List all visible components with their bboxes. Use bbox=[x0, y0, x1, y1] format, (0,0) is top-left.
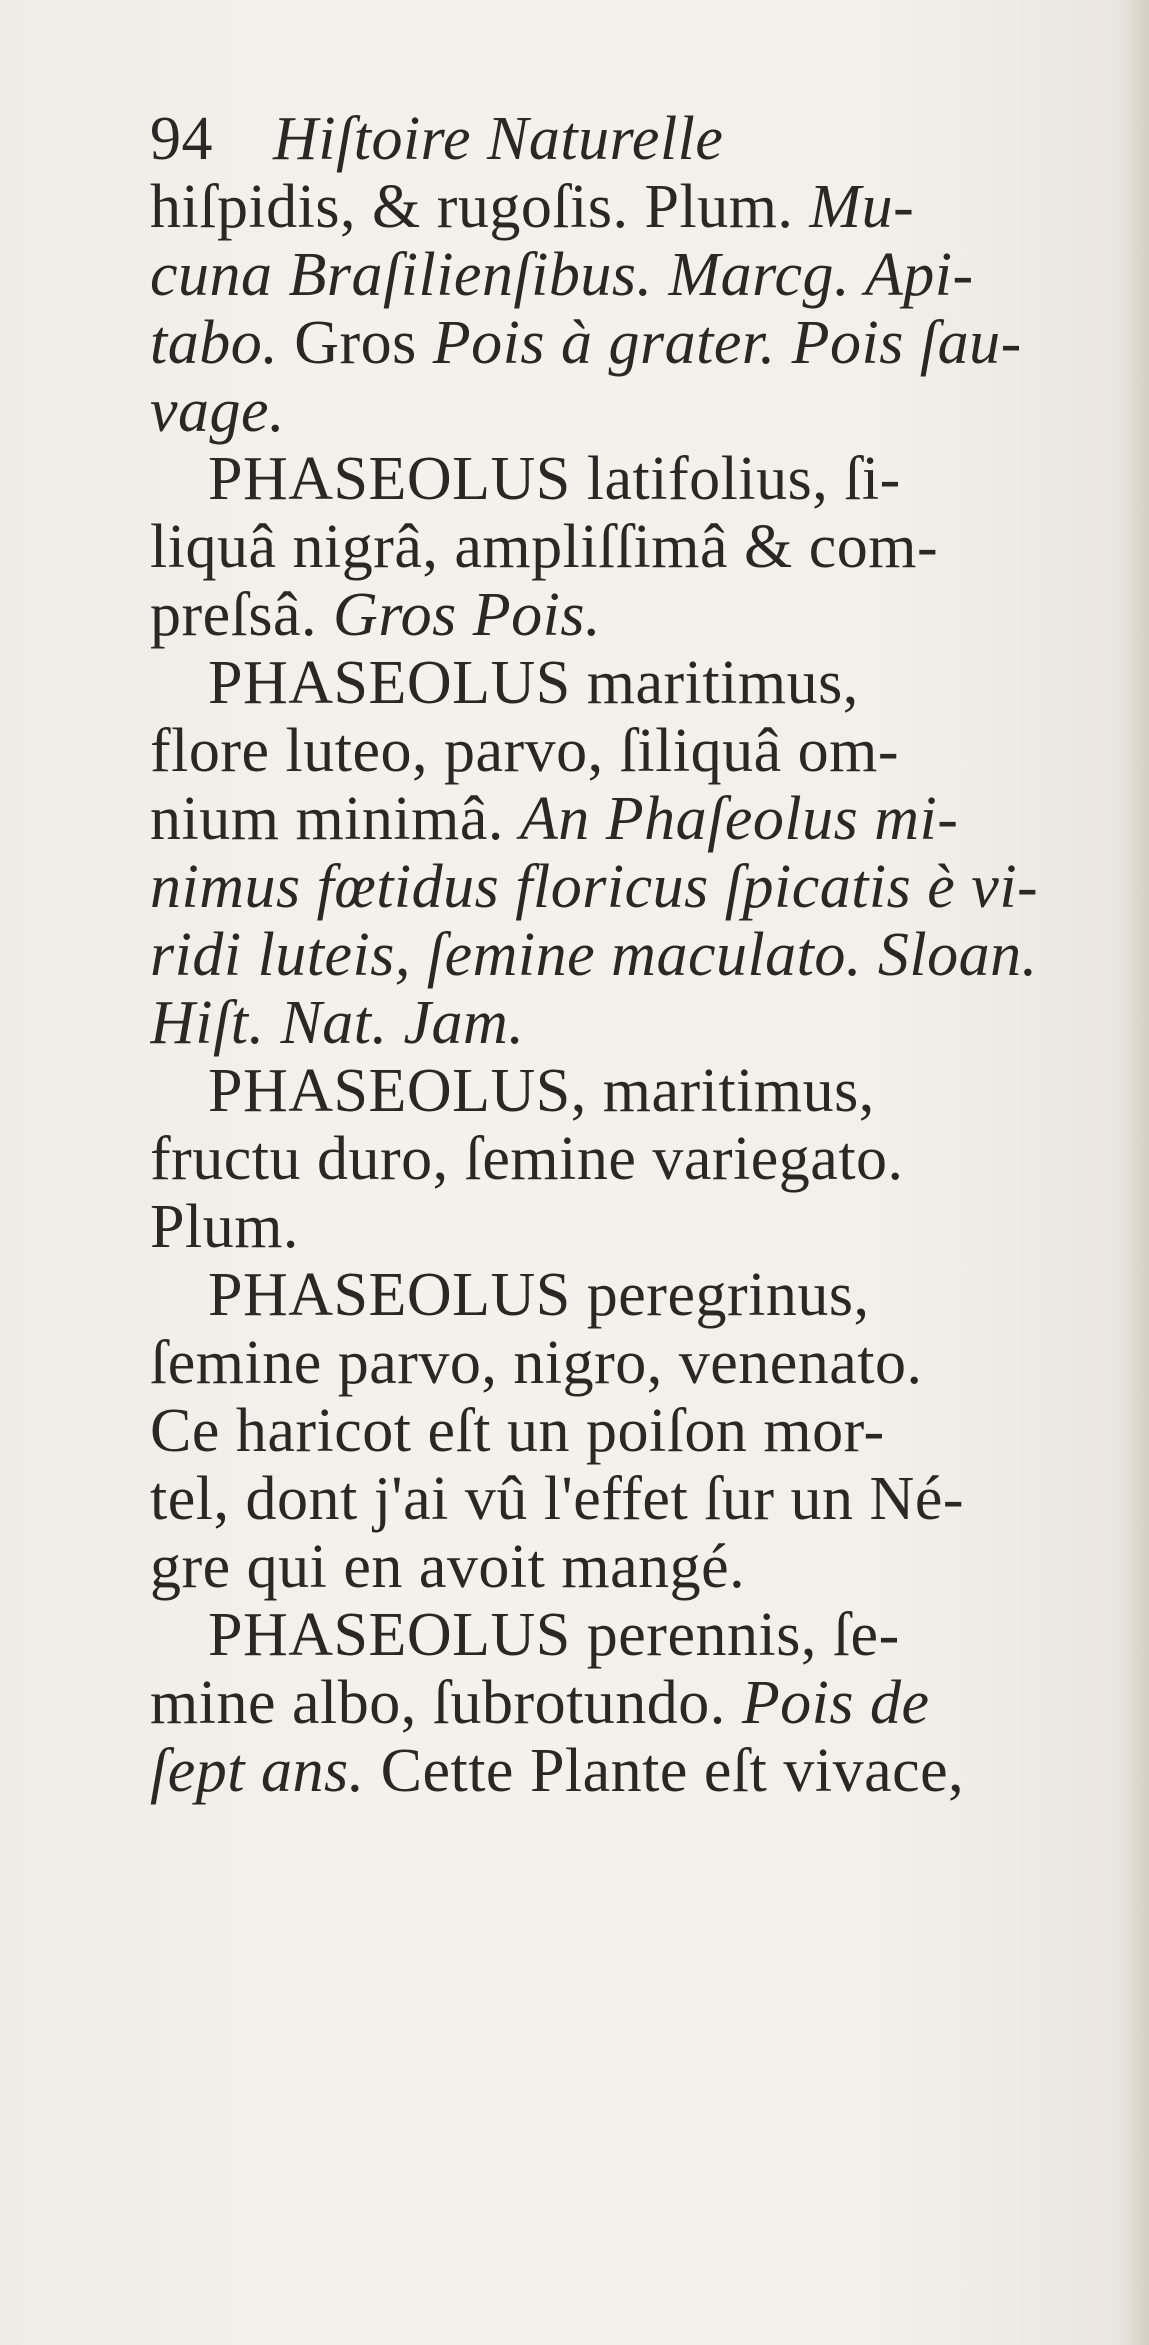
text-segment: hiſpidis, & rugoſis. Plum. bbox=[150, 173, 810, 241]
text-line bbox=[150, 173, 1090, 241]
text-line bbox=[150, 1601, 1090, 1669]
text-line bbox=[150, 1465, 1090, 1533]
italic-segment: cuna Braſilienſibus. Marcg. Api- bbox=[150, 241, 974, 309]
text-segment: PHASEOLUS perennis, ſe- bbox=[208, 1601, 900, 1669]
text-line bbox=[150, 649, 1090, 717]
text-line bbox=[150, 1533, 1090, 1601]
text-line bbox=[150, 1397, 1090, 1465]
italic-segment: An Phaſeolus mi- bbox=[519, 785, 959, 853]
text-line bbox=[150, 513, 1090, 581]
italic-segment: vage. bbox=[150, 377, 286, 445]
body-text bbox=[150, 173, 1090, 1805]
running-header bbox=[150, 105, 1090, 173]
text-segment: flore luteo, parvo, ſiliquâ om- bbox=[150, 717, 899, 785]
italic-segment: Gros Pois. bbox=[333, 581, 602, 649]
text-line bbox=[150, 1057, 1090, 1125]
text-line bbox=[150, 717, 1090, 785]
text-line bbox=[150, 1669, 1090, 1737]
text-segment: Cette Plante eſt vivace, bbox=[380, 1737, 965, 1805]
text-line bbox=[150, 1329, 1090, 1397]
text-segment: preſsâ. bbox=[150, 581, 334, 649]
text-line bbox=[150, 989, 1090, 1057]
italic-segment: Pois de bbox=[741, 1669, 930, 1737]
italic-segment: Pois à grater. Pois ſau- bbox=[432, 309, 1022, 377]
text-segment: gre qui en avoit mangé. bbox=[150, 1533, 746, 1601]
text-line bbox=[150, 1125, 1090, 1193]
text-line bbox=[150, 853, 1090, 921]
running-title: Hiſtoire Naturelle bbox=[273, 105, 724, 173]
page-number: 94 bbox=[150, 105, 213, 173]
text-segment: Gros bbox=[294, 309, 433, 377]
text-line bbox=[150, 581, 1090, 649]
text-line bbox=[150, 309, 1090, 377]
text-segment: Plum. bbox=[150, 1193, 299, 1261]
text-line bbox=[150, 785, 1090, 853]
text-line bbox=[150, 1261, 1090, 1329]
italic-segment: ridi luteis, ſemine maculato. Sloan. bbox=[150, 921, 1038, 989]
page-text bbox=[150, 105, 1090, 1805]
text-segment: PHASEOLUS latifolius, ſi- bbox=[208, 445, 901, 513]
text-segment: nium minimâ. bbox=[150, 785, 520, 853]
text-segment: fructu duro, ſemine variegato. bbox=[150, 1125, 904, 1193]
italic-segment: Hiſt. Nat. Jam. bbox=[150, 989, 525, 1057]
text-segment: PHASEOLUS peregrinus, bbox=[208, 1261, 870, 1329]
text-segment: PHASEOLUS, maritimus, bbox=[208, 1057, 875, 1125]
italic-segment: Mu- bbox=[809, 173, 915, 241]
text-line bbox=[150, 445, 1090, 513]
text-line bbox=[150, 1737, 1090, 1805]
italic-segment: tabo. bbox=[150, 309, 295, 377]
text-line bbox=[150, 241, 1090, 309]
text-segment: liquâ nigrâ, ampliſſimâ & com- bbox=[150, 513, 939, 581]
text-segment: ſemine parvo, nigro, venenato. bbox=[150, 1329, 923, 1397]
text-segment: Ce haricot eſt un poiſon mor- bbox=[150, 1397, 885, 1465]
text-segment: mine albo, ſubrotundo. bbox=[150, 1669, 742, 1737]
italic-segment: ſept ans. bbox=[150, 1737, 381, 1805]
text-segment: PHASEOLUS maritimus, bbox=[208, 649, 859, 717]
text-line bbox=[150, 921, 1090, 989]
text-line bbox=[150, 377, 1090, 445]
text-segment: tel, dont j'ai vû l'effet ſur un Né- bbox=[150, 1465, 964, 1533]
page-edge-shadow bbox=[1119, 0, 1149, 2345]
italic-segment: nimus fœtidus floricus ſpicatis è vi- bbox=[150, 853, 1039, 921]
text-line bbox=[150, 1193, 1090, 1261]
